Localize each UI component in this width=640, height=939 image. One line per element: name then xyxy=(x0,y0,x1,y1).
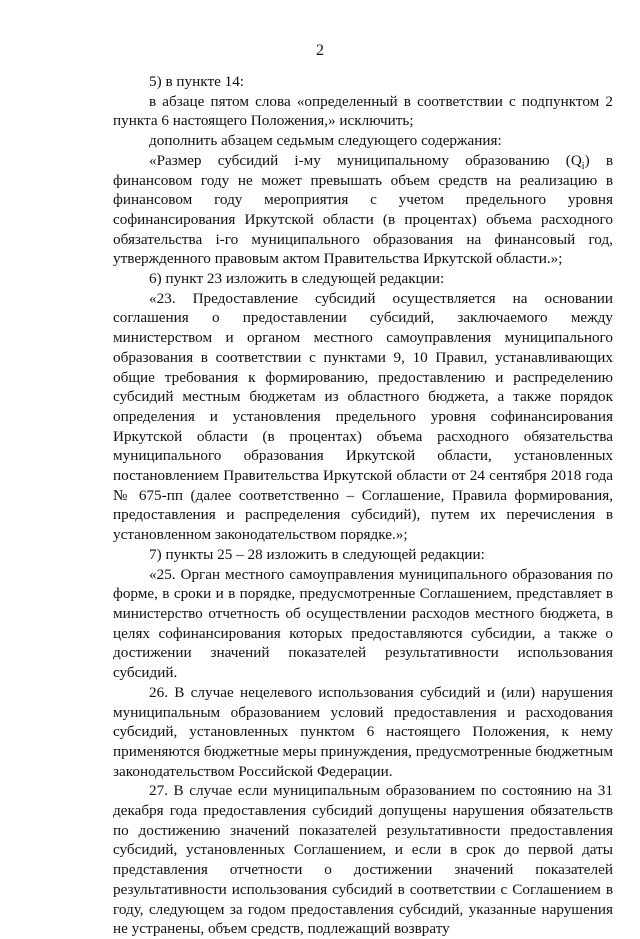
paragraph-item-5: 5) в пункте 14: xyxy=(149,73,245,90)
document-body xyxy=(113,72,613,939)
paragraph-subsidy-size xyxy=(113,151,613,269)
paragraph-item-6: 6) пункт 23 изложить в следующей редакции: xyxy=(149,270,445,288)
paragraph-add-abzats: дополнить абзацем седьмым следующего содержания: xyxy=(149,132,502,150)
subsidy-size-text-end: ) в финансовом году не может превышать объем средств на реализацию в финансовом году мероприятия с учетом предельного уровня софинансирования Иркутской области (в процентах) объема расходного обязательства i-го муниципального образования на финансовый год, утвержденного правовым актом Правительства Иркутской области.»; xyxy=(113,151,613,268)
subscript-i: i xyxy=(581,160,585,172)
paragraph-clause-23: «23. Предоставление субсидий осуществляется на основании соглашения о предоставлении субсидий, заключаемого между министерством и органом местного самоуправления муниципального образования в соответствии с пунктами 9, 10 Правил, устанавливающих общие требования к формированию, предоставлению и распределению субсидий местным бюджетам из областного бюджета, а также порядок определения и установления предельного уровня софинансирования Иркутской области (в процентах) объема расходного обязательства муниципального образования Иркутской области, установленных постановлением Правительства Иркутской области от 24 сентября 2018 года № 675-пп (далее соответственно – Соглашение, Правила формирования, предоставления и распределения субсидий), путем их перечисления в установленном законодательством порядке.»; xyxy=(113,289,613,544)
paragraph-clause-26: 26. В случае нецелевого использования субсидий и (или) нарушения муниципальным образованием условий предоставления и расходования субсидий, установленных пунктом 6 настоящего Положения, к нему применяются бюджетные меры принуждения, предусмотренные бюджетным законодательством Российской Федерации. xyxy=(113,683,613,780)
paragraph-clause-25: «25. Орган местного самоуправления муниципального образования по форме, в сроки и в порядке, предусмотренные Соглашением, представляет в министерство отчетность об осуществлении расходов местного бюджета, в целях софинансирования которых предоставляются субсидии, а также о достижении значений показателей результативности использования субсидий. xyxy=(113,565,613,682)
paragraph-clause-27: 27. В случае если муниципальным образованием по состоянию на 31 декабря года предоставления субсидий допущены нарушения обязательств по достижению значений показателей результативности предоставления субсидий, установленных Соглашением, и если в срок до первой даты представления отчетности о достижении значений показателей результативности использования субсидий в соответствии с Соглашением в году, следующем за годом предоставления субсидий, указанные нарушения не устранены, объем средств, подлежащий возврату xyxy=(113,782,613,938)
paragraph-abzats-5: в абзаце пятом слова «определенный в соответствии с подпунктом 2 пункта 6 настоящего Положения,» исключить; xyxy=(113,92,613,130)
page-number: 2 xyxy=(316,42,324,59)
subsidy-size-text-start: «Размер субсидий i-му муниципальному образованию (Q xyxy=(149,151,582,169)
paragraph-item-7: 7) пункты 25 – 28 изложить в следующей редакции: xyxy=(149,545,485,563)
